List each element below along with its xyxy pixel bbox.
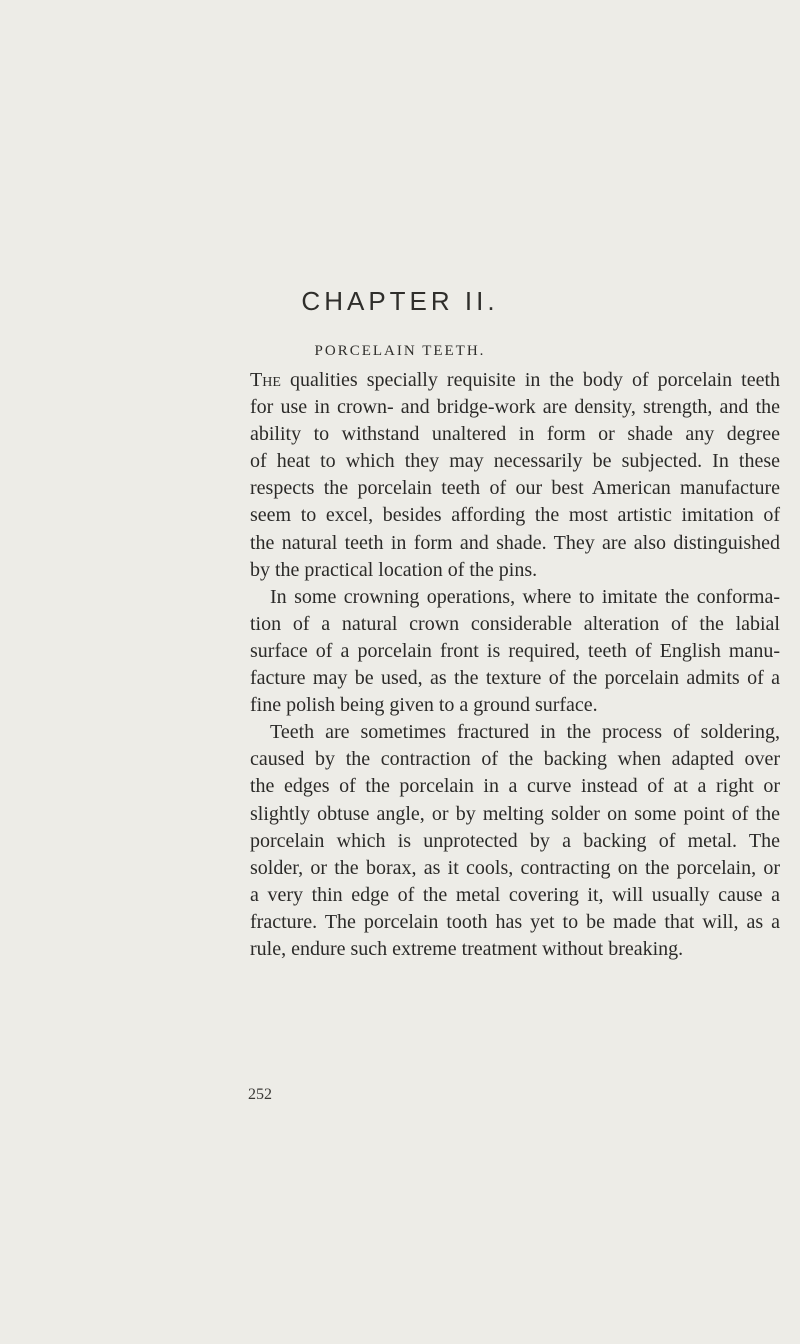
text-line: fracture. The porcelain tooth has yet to be made that will, as a (250, 910, 780, 933)
text-line: In some crowning operations, where to imitate the conforma- (270, 585, 780, 608)
text-line: facture may be used, as the texture of the porcelain admits of a (250, 667, 780, 690)
text-line: Teeth are sometimes fractured in the process of soldering, (270, 721, 780, 744)
text-line: the natural teeth in form and shade. They are also distinguished (250, 531, 780, 554)
chapter-title: CHAPTER II. (301, 286, 499, 316)
text-line: by the practical location of the pins. (250, 558, 538, 581)
page-number: 252 (248, 1086, 272, 1103)
text-line: ability to withstand unaltered in form or shade any degree (250, 423, 780, 446)
text-line: of heat to which they may necessarily be subjected. In these (250, 450, 780, 473)
text-line: fine polish being given to a ground surface. (250, 694, 598, 717)
lead-word: The (250, 369, 281, 391)
text-line: seem to excel, besides affording the most artistic imitation of (250, 504, 780, 527)
text-line (250, 367, 780, 394)
text-line: tion of a natural crown considerable alteration of the labial (250, 612, 780, 635)
text-line: porcelain which is unprotected by a backing of metal. The (250, 829, 780, 852)
text-line: caused by the contraction of the backing when adapted over (250, 748, 780, 771)
text-line: slightly obtuse angle, or by melting solder on some point of the (250, 802, 780, 825)
text-line: solder, or the borax, as it cools, contracting on the porcelain, or (250, 856, 780, 879)
text-line: for use in crown- and bridge-work are density, strength, and the (250, 396, 780, 419)
text-line: surface of a porcelain front is required, teeth of English manu- (250, 639, 780, 662)
text-line: a very thin edge of the metal covering it, will usually cause a (250, 883, 780, 906)
text-line-content: qualities specially requisite in the body of porcelain teeth (289, 369, 781, 391)
body-text (250, 367, 780, 963)
text-line: rule, endure such extreme treatment without breaking. (250, 937, 684, 960)
section-title: PORCELAIN TEETH. (314, 343, 486, 359)
text-line: the edges of the porcelain in a curve instead of at a right or (250, 775, 780, 798)
text-line: respects the porcelain teeth of our best American manufacture (250, 477, 780, 500)
